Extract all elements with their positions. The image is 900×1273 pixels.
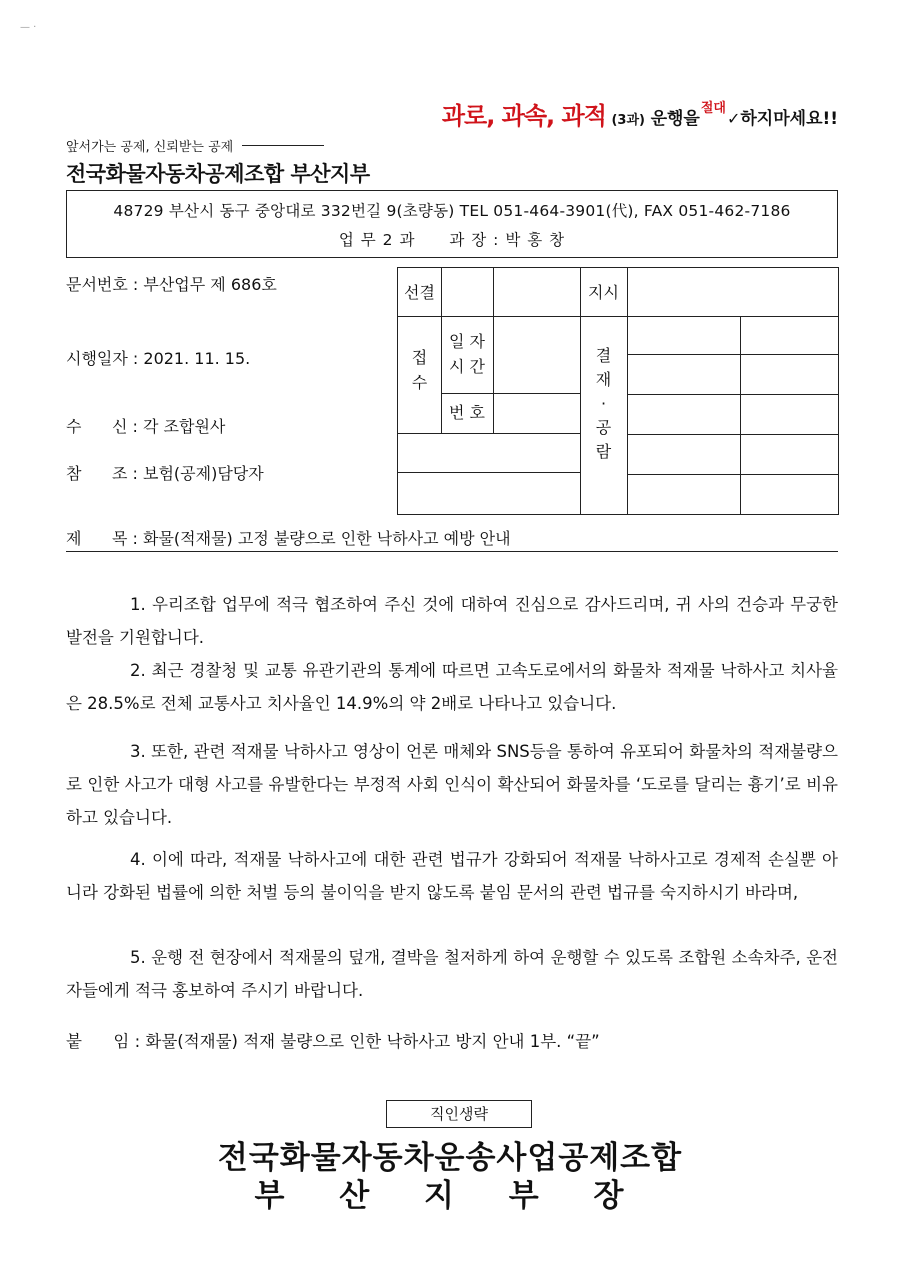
paragraph-4 bbox=[66, 843, 838, 909]
approval-grid bbox=[397, 267, 839, 515]
grid-line bbox=[627, 268, 628, 514]
gyeoljae-char-1: 결 bbox=[595, 346, 612, 365]
cell-jisi: 지시 bbox=[588, 283, 619, 302]
address-box bbox=[66, 190, 838, 258]
subject-divider bbox=[66, 551, 838, 552]
reference-value: : 보험(공제)담당자 bbox=[132, 464, 264, 483]
slogan-end: 하지마세요!! bbox=[740, 109, 838, 129]
jeopsu-char-1: 접 bbox=[411, 348, 428, 367]
cell-jeopsu bbox=[398, 346, 441, 396]
attachment-label: 붙 임 bbox=[66, 1032, 130, 1051]
recipient-value: : 각 조합원사 bbox=[132, 417, 226, 436]
paragraph-5-text: 5. 운행 전 현장에서 적재물의 덮개, 결박을 철저하게 하여 운행할 수 있도록 조합원 소속차주, 운전자들에게 적극 홍보하여 주시기 바랍니다. bbox=[66, 948, 838, 1000]
checkmark-icon: ✓ bbox=[726, 109, 741, 128]
gyeoljae-char-3: 공 bbox=[595, 418, 612, 437]
grid-line bbox=[627, 394, 838, 395]
grid-line bbox=[493, 316, 494, 433]
subject-row bbox=[66, 526, 511, 549]
motto: 앞서가는 공제, 신뢰받는 공제 bbox=[66, 140, 234, 155]
slogan-drive: 운행을 bbox=[650, 109, 700, 129]
cell-seongyeol: 선결 bbox=[404, 283, 435, 302]
subject-value: : 화물(적재물) 고정 불량으로 인한 낙하사고 예방 안내 bbox=[132, 529, 511, 548]
signature-title: 부 산 지 부 장 bbox=[254, 1178, 646, 1214]
attachment-row bbox=[66, 1028, 600, 1052]
slogan-banner bbox=[442, 96, 838, 131]
slogan-main: 과로, 과속, 과적 bbox=[441, 102, 606, 130]
reference-row bbox=[66, 461, 264, 484]
motto-underline bbox=[242, 145, 324, 146]
reference-label: 참 조 bbox=[66, 464, 128, 483]
grid-line bbox=[740, 316, 741, 514]
margin-scribble: — · bbox=[20, 22, 37, 33]
jeopsu-char-2: 수 bbox=[411, 372, 428, 392]
grid-line bbox=[493, 268, 494, 316]
label-ilja: 일 자 bbox=[449, 332, 485, 351]
slogan-3gwa: (3과) bbox=[611, 113, 645, 128]
doc-number: 문서번호 : 부산업무 제 686호 bbox=[66, 275, 277, 294]
paragraph-2-text: 2. 최근 경찰청 및 교통 유관기관의 통계에 따르면 고속도로에서의 화물차 적재물 낙하사고 치사율은 28.5%로 전체 교통사고 치사율인 14.9%의 약 2배로 나타나고 있습니다. bbox=[66, 661, 838, 713]
cell-ilja-sigan bbox=[441, 330, 493, 380]
subject-label: 제 목 bbox=[66, 529, 128, 548]
paragraph-5 bbox=[66, 941, 838, 1007]
cell-gyeoljae bbox=[580, 344, 627, 464]
signature-org: 전국화물자동차운송사업공제조합 bbox=[217, 1140, 683, 1176]
grid-line bbox=[627, 354, 838, 355]
seal-omitted-box: 직인생략 bbox=[386, 1100, 532, 1128]
grid-line bbox=[398, 433, 580, 434]
address-line: 48729 부산시 동구 중앙대로 332번길 9(초량동) TEL 051-464-3901(代), FAX 051-462-7186 bbox=[113, 202, 791, 220]
paragraph-1-text: 1. 우리조합 업무에 적극 협조하여 주신 것에 대하여 진심으로 감사드리며, 귀 사의 건승과 무궁한 발전을 기원합니다. bbox=[66, 595, 838, 647]
label-sigan: 시 간 bbox=[449, 356, 485, 376]
org-name: 전국화물자동차공제조합 부산지부 bbox=[66, 162, 370, 186]
paragraph-1 bbox=[66, 588, 838, 654]
gyeoljae-char-4: 람 bbox=[595, 442, 612, 461]
paragraph-3-text: 3. 또한, 관련 적재물 낙하사고 영상이 언론 매체와 SNS등을 통하여 유포되어 화물차의 적재불량으로 인한 사고가 대형 사고를 유발한다는 부정적 사회 인식이 확산되어 화물차를 ‘도로를 달리는 흉기’로 비유하고 있습니다. bbox=[66, 742, 838, 827]
label-beonho: 번 호 bbox=[449, 403, 485, 422]
paragraph-2 bbox=[66, 654, 838, 720]
recipient-label: 수 신 bbox=[66, 417, 128, 436]
department-line bbox=[67, 228, 837, 250]
grid-line bbox=[398, 472, 580, 473]
issue-date: 시행일자 : 2021. 11. 15. bbox=[66, 349, 251, 368]
paragraph-4-text: 4. 이에 따라, 적재물 낙하사고에 대한 관련 법규가 강화되어 적재물 낙하사고로 경제적 손실뿐 아니라 강화된 법률에 의한 처벌 등의 불이익을 받지 않도록 붙임 문서의 관련 법규를 숙지하시기 바라며, bbox=[66, 850, 838, 902]
paragraph-3 bbox=[66, 735, 838, 834]
slogan-jeoldae: 절대 bbox=[700, 101, 726, 116]
recipient-row bbox=[66, 414, 225, 437]
gyeoljae-dot: · bbox=[600, 394, 607, 413]
department: 업 무 2 과 bbox=[338, 231, 416, 249]
manager: 과 장 : 박 홍 창 bbox=[449, 231, 566, 249]
gyeoljae-char-2: 재 bbox=[595, 370, 612, 389]
grid-line bbox=[398, 316, 838, 317]
grid-line bbox=[627, 434, 838, 435]
grid-line bbox=[441, 393, 580, 394]
grid-line bbox=[627, 474, 838, 475]
attachment-value: : 화물(적재물) 적재 불량으로 인한 낙하사고 방지 안내 1부. “끝” bbox=[134, 1032, 600, 1051]
